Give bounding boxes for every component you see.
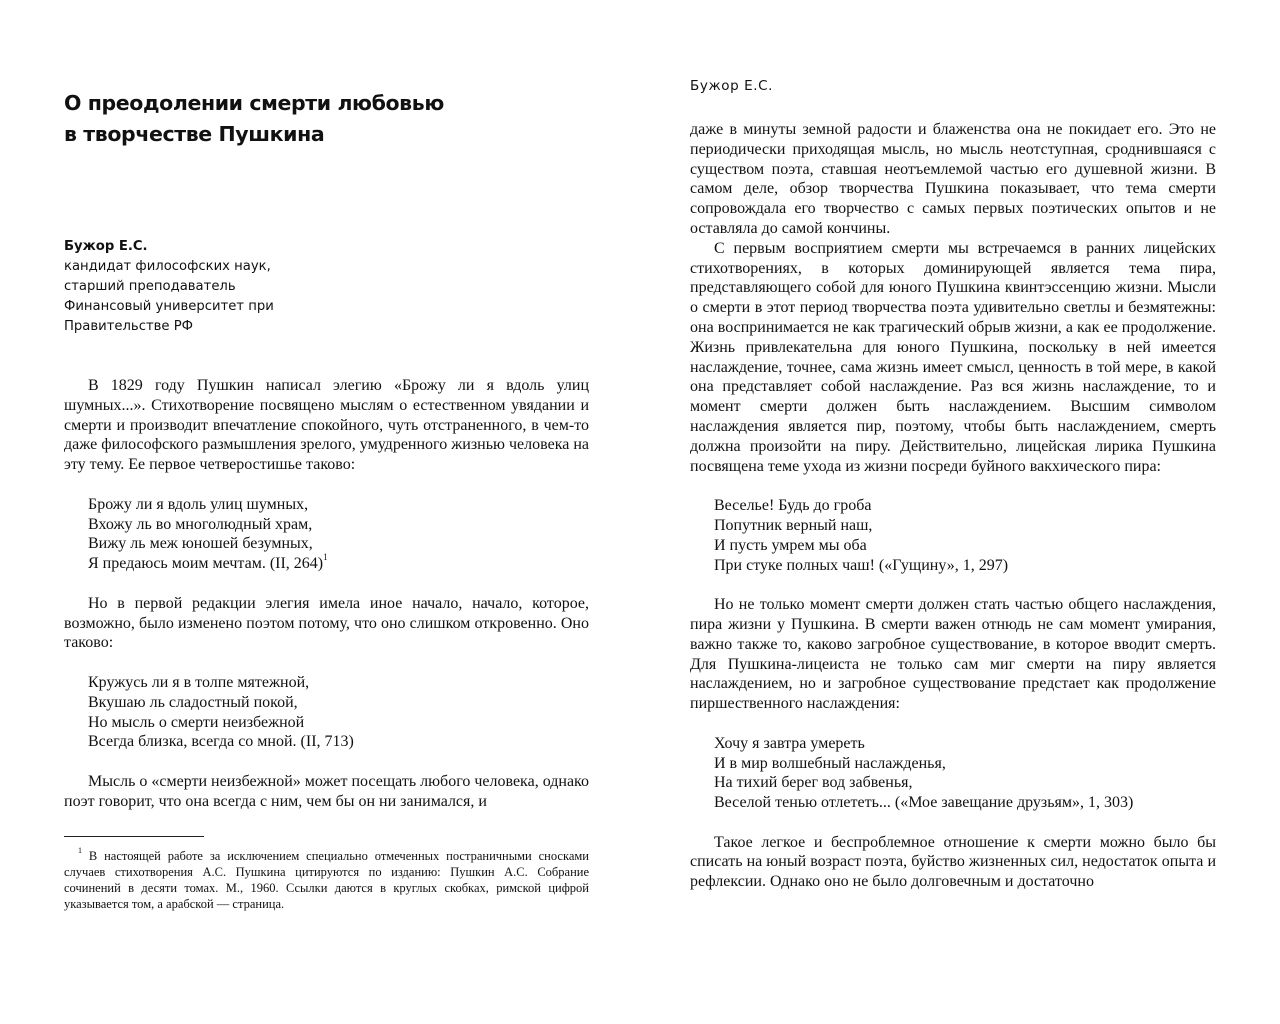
author-position: старший преподаватель [64,279,236,294]
author-name: Бужор Е.С. [64,239,148,254]
verse-line: И в мир волшебный наслажденья, [714,754,946,772]
verse-quote [64,673,589,752]
verse-line-text: Я предаюсь моим мечтам. (II, 264) [88,555,324,573]
verse-line: И пусть умрем мы оба [714,536,867,554]
right-page [640,0,1280,1024]
footnote [64,848,589,912]
verse-quote [64,495,589,574]
paragraph: Но не только момент смерти должен стать частью общего наслаждения, пира жизни у Пушкина. В смерти важен отнюдь не сам момент умирания, важно также то, каково загробное существование, в которое вводит смерть. Для Пушкина-лицеиста не только сам миг смерти на пиру является наслаждением, но и загробное существование предстает как продолжение пиршественного наслаждения: [690,596,1216,713]
verse-line: Всегда близка, всегда со мной. (II, 713) [88,733,354,751]
verse-line: Но мысль о смерти неизбежной [88,713,305,731]
body-text [690,120,1216,892]
verse-line: Кружусь ли я в толпе мятежной, [88,673,310,691]
paragraph: С первым восприятием смерти мы встречаемся в ранних лицейских стихотворениях, в которых доминирующей является тема пира, представляющего собой для юного Пушкина квинтэссенцию жизни. Мысли о смерти в этот период творчества поэта удивительно светлы и безмятежны: она воспринимается не как трагический обрыв жизни, а как ее продолжение. Жизнь привлекательна для юного Пушкина, поскольку в ней имеется наслаждение, точнее, сама жизнь имеет смысл, ценность в той мере, в какой она представляет собой наслаждение. Раз вся жизнь наслаждение, то и момент смерти должен быть наслаждением. Высшим символом наслаждения является пир, поэтому, чтобы быть наслаждением, смерть должна произойти на пиру. Действительно, лицейская лирика Пушкина посвящена теме ухода из жизни посреди буйного вакхического пира: [690,239,1216,475]
verse-line: Хочу я завтра умереть [714,734,865,752]
verse-line: Вхожу ль во многолюдный храм, [88,515,313,533]
footnote-number: 1 [78,846,82,855]
verse-quote [690,734,1216,813]
paragraph: Такое легкое и беспроблемное отношение к смерти можно было бы списать на юный возраст поэта, буйство жизненных сил, недостаток опыта и рефлексии. Однако оно не было долговечным и достаточно [690,833,1216,891]
running-head: Бужор Е.С. [690,78,774,94]
verse-line: Вкушаю ль сладостный покой, [88,693,298,711]
author-degree: кандидат философских наук, [64,259,271,274]
footnote-divider [64,836,204,837]
verse-line: Попутник верный наш, [714,516,873,534]
footnote-ref[interactable]: 1 [323,552,328,563]
verse-quote [690,496,1216,575]
footnote-text: В настоящей работе за исключением специально отмеченных постраничными сносками случаев стихотворения А.С. Пушкина цитируются по изданию: Пушкин А.С. Собрание сочинений в десяти томах. М., 1960. Ссылки даются в круглых скобках, римской цифрой указывается том, а арабской — страница. [64,849,590,911]
title-line: в творчестве Пушкина [64,122,325,146]
author-info [64,237,464,337]
verse-line: При стуке полных чаш! («Гущину», 1, 297) [714,556,1009,574]
title-line: О преодолении смерти любовью [64,91,444,115]
author-affiliation: Финансовый университет при [64,299,274,314]
article-title [64,88,604,150]
verse-line: Вижу ль меж юношей безумных, [88,535,313,553]
paragraph: даже в минуты земной радости и блаженства она не покидает его. Это не периодически приходящая мысль, но мысль неотступная, сроднившаяся с существом поэта, ставшая неотъемлемой частью его душевной жизни. В самом деле, обзор творчества Пушкина показывает, что тема смерти сопровождала его творчество с самых первых поэтических опытов и не оставляла до самой кончины. [690,121,1216,237]
author-affiliation: Правительстве РФ [64,319,194,334]
paragraph: Но в первой редакции элегия имела иное начало, начало, которое, возможно, было изменено поэтом потому, что оно слишком откровенно. Оно таково: [64,594,589,652]
verse-line [88,554,589,574]
verse-line: Веселье! Будь до гроба [714,497,872,515]
verse-line: Брожу ли я вдоль улиц шумных, [88,495,309,513]
verse-line: Веселой тенью отлететь... («Мое завещание друзьям», 1, 303) [714,794,1134,812]
paragraph: Мысль о «смерти неизбежной» может посещать любого человека, однако поэт говорит, что она всегда с ним, чем бы он ни занимался, и [64,772,589,810]
verse-line: На тихий берег вод забвенья, [714,774,913,792]
paragraph: В 1829 году Пушкин написал элегию «Брожу ли я вдоль улиц шумных...». Стихотворение посвящено мыслям о естественном увядании и смерти и производит впечатление спокойного, чуть отстраненного, в чем-то даже философского размышления зрелого, умудренного жизнью человека на эту тему. Ее первое четверостишье таково: [64,377,589,474]
body-text [64,376,589,812]
